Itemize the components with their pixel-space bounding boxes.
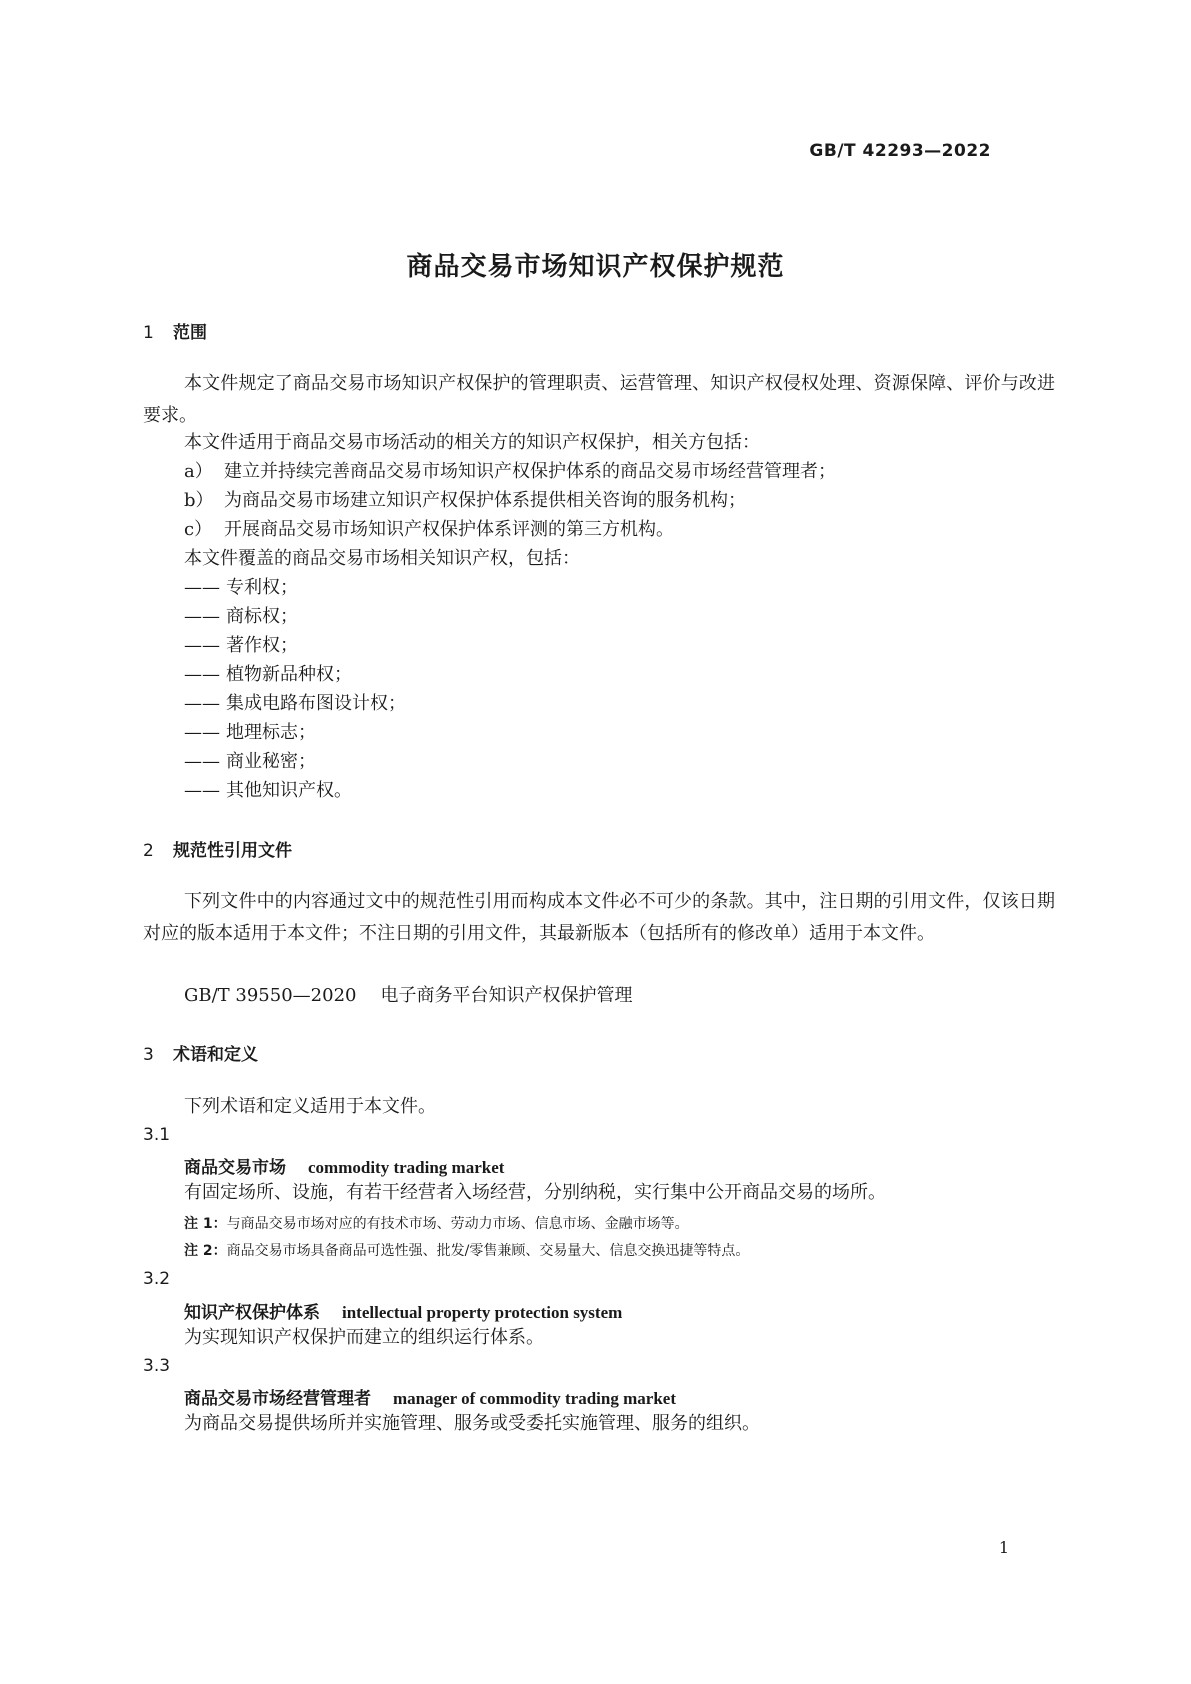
list-item: —— 地理标志； bbox=[184, 722, 316, 743]
reference-title: 电子商务平台知识产权保护管理 bbox=[380, 985, 633, 1006]
section-1-paragraph-2: 本文件适用于商品交易市场活动的相关方的知识产权保护，相关方包括： bbox=[184, 432, 760, 453]
list-item: —— 专利权； bbox=[184, 577, 298, 598]
section-2-heading bbox=[143, 836, 292, 861]
list-item: —— 其他知识产权。 bbox=[184, 780, 352, 801]
note-label: 注 2： bbox=[184, 1243, 227, 1259]
section-1-heading bbox=[143, 318, 207, 343]
section-3-heading bbox=[143, 1040, 258, 1065]
term-zh: 商品交易市场经营管理者 bbox=[184, 1389, 371, 1409]
list-item-text: 建立并持续完善商品交易市场知识产权保护体系的商品交易市场经营管理者； bbox=[224, 461, 836, 482]
list-item: —— 集成电路布图设计权； bbox=[184, 693, 406, 714]
reference-code: GB/T 39550—2020 bbox=[184, 985, 357, 1006]
term-en: intellectual property protection system bbox=[342, 1303, 623, 1322]
section-3-paragraph-1: 下列术语和定义适用于本文件。 bbox=[184, 1096, 436, 1117]
section-2-number: 2 bbox=[143, 841, 154, 861]
term-number: 3.2 bbox=[143, 1269, 171, 1289]
list-item bbox=[184, 485, 746, 517]
term-number: 3.3 bbox=[143, 1356, 171, 1376]
list-item: —— 植物新品种权； bbox=[184, 664, 352, 685]
term-definition: 为商品交易提供场所并实施管理、服务或受委托实施管理、服务的组织。 bbox=[184, 1413, 760, 1434]
section-2-paragraph-1: 下列文件中的内容通过文中的规范性引用而构成本文件必不可少的条款。其中，注日期的引用文件，仅该日期对应的版本适用于本文件；不注日期的引用文件，其最新版本（包括所有的修改单）适用于本文件。 bbox=[143, 891, 1055, 944]
section-1-title: 范围 bbox=[173, 323, 207, 343]
page-number: 1 bbox=[998, 1538, 1009, 1557]
normative-reference bbox=[184, 980, 632, 1012]
term-en: manager of commodity trading market bbox=[393, 1389, 676, 1408]
section-1-paragraph-3: 本文件覆盖的商品交易市场相关知识产权，包括： bbox=[184, 548, 580, 569]
term-en: commodity trading market bbox=[308, 1158, 505, 1177]
term-number: 3.1 bbox=[143, 1125, 171, 1145]
section-3-title: 术语和定义 bbox=[173, 1045, 258, 1065]
term-heading bbox=[184, 1384, 676, 1409]
section-1-number: 1 bbox=[143, 323, 154, 343]
list-item-label: b） bbox=[184, 490, 214, 511]
term-zh: 商品交易市场 bbox=[184, 1158, 286, 1178]
list-item-text: 为商品交易市场建立知识产权保护体系提供相关咨询的服务机构； bbox=[224, 490, 746, 511]
list-item: —— 著作权； bbox=[184, 635, 298, 656]
list-item-text: 开展商品交易市场知识产权保护体系评测的第三方机构。 bbox=[224, 519, 674, 540]
list-item-label: a） bbox=[184, 461, 213, 482]
note-label: 注 1： bbox=[184, 1216, 227, 1232]
list-item bbox=[184, 456, 836, 488]
term-heading bbox=[184, 1153, 504, 1178]
term-definition: 有固定场所、设施，有若干经营者入场经营，分别纳税，实行集中公开商品交易的场所。 bbox=[184, 1182, 886, 1203]
document-title: 商品交易市场知识产权保护规范 bbox=[406, 252, 785, 282]
term-note bbox=[184, 1213, 689, 1233]
term-heading bbox=[184, 1298, 622, 1323]
term-note bbox=[184, 1240, 749, 1260]
term-definition: 为实现知识产权保护而建立的组织运行体系。 bbox=[184, 1327, 544, 1348]
list-item: —— 商业秘密； bbox=[184, 751, 316, 772]
list-item-label: c） bbox=[184, 519, 213, 540]
section-2-title: 规范性引用文件 bbox=[173, 841, 292, 861]
term-zh: 知识产权保护体系 bbox=[184, 1303, 320, 1323]
list-item: —— 商标权； bbox=[184, 606, 298, 627]
list-item bbox=[184, 514, 674, 546]
note-text: 与商品交易市场对应的有技术市场、劳动力市场、信息市场、金融市场等。 bbox=[226, 1216, 689, 1232]
section-3-number: 3 bbox=[143, 1045, 154, 1065]
standard-code: GB/T 42293—2022 bbox=[809, 141, 991, 161]
section-1-paragraph-1: 本文件规定了商品交易市场知识产权保护的管理职责、运营管理、知识产权侵权处理、资源保障、评价与改进要求。 bbox=[143, 373, 1055, 426]
note-text: 商品交易市场具备商品可选性强、批发/零售兼顾、交易量大、信息交换迅捷等特点。 bbox=[226, 1243, 750, 1259]
